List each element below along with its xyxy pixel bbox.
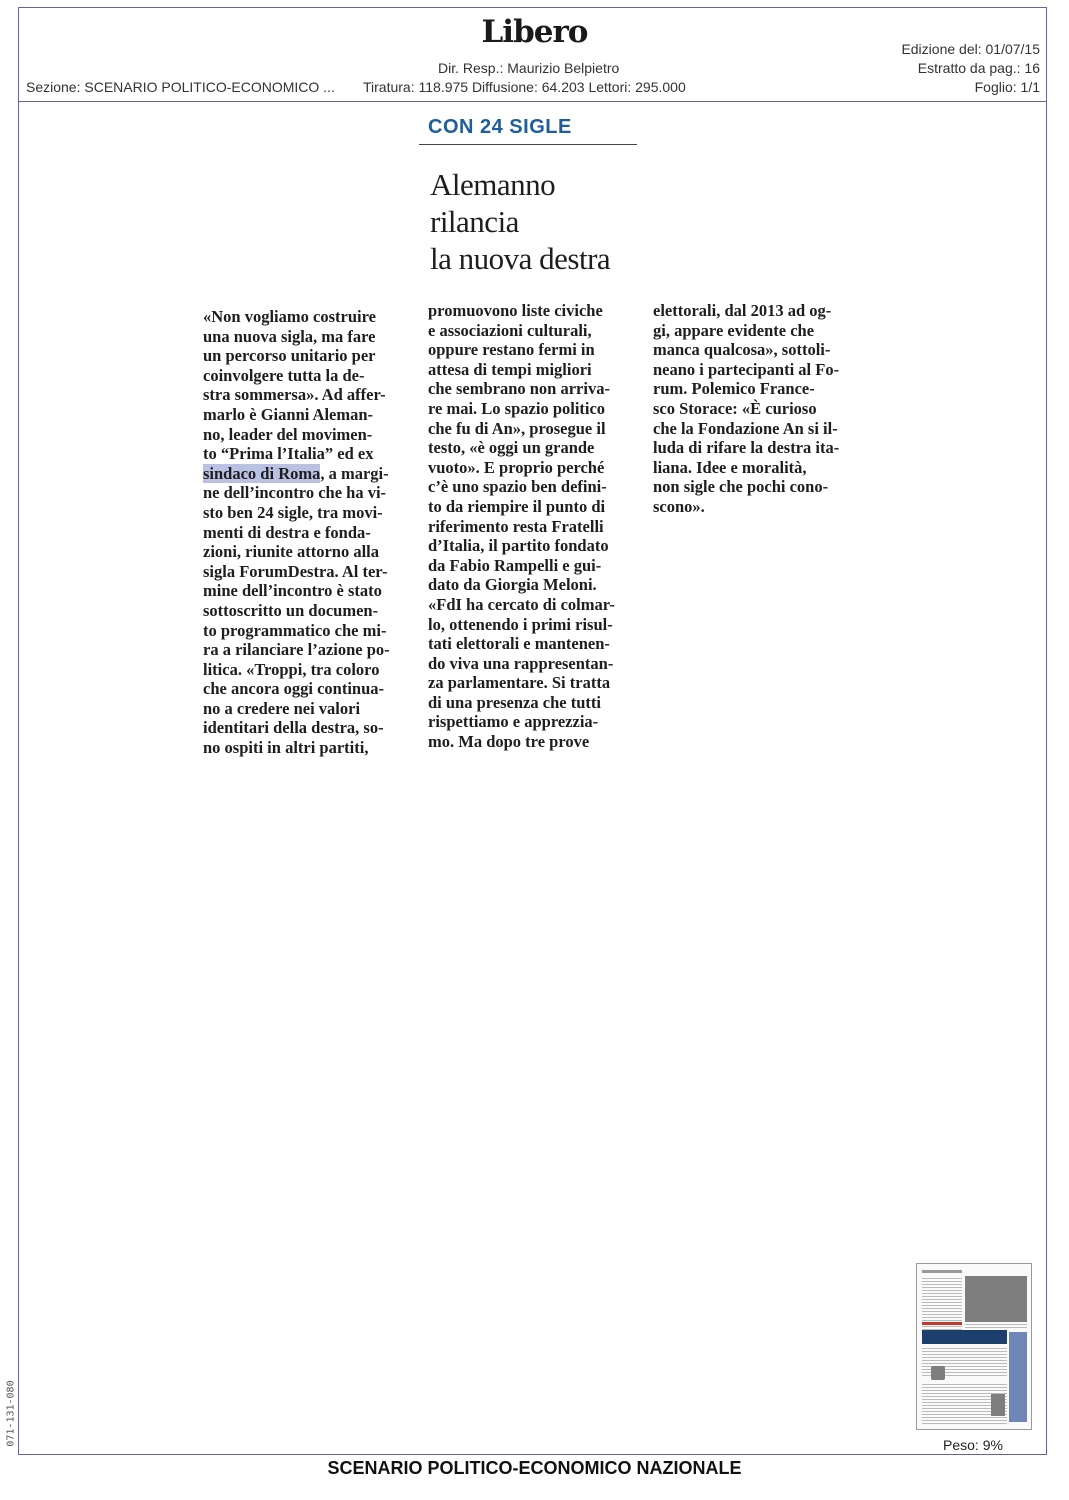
text-line: luda di rifare la destra ita- [653,438,840,458]
text-line: e associazioni culturali, [428,320,592,340]
text-line: sto ben 24 sigle, tra movi- [203,502,383,522]
text-line: no a credere nei valori [203,698,361,718]
text-line: mo. Ma dopo tre prove [428,732,590,752]
article-column-1 [203,307,400,758]
article-column-2 [428,301,624,752]
kicker-underline [419,144,637,145]
footer-section-title: SCENARIO POLITICO-ECONOMICO NAZIONALE [327,1458,742,1478]
text-line: neano i partecipanti al Fo- [653,359,840,379]
header-divider [18,101,1047,102]
edition-date: Edizione del: 01/07/15 [901,41,1040,57]
thumb-sidebar [1009,1332,1027,1422]
text-line: elettorali, dal 2013 ad og- [653,301,832,320]
text-line: d’Italia, il partito fondato [428,536,609,556]
article-kicker: CON 24 SIGLE [428,116,572,138]
text-line: ne dell’incontro che ha vi- [203,483,387,503]
text-line [203,464,400,484]
text-line: to programmatico che mi- [203,620,387,640]
text-line: tati elettorali e mantenen- [428,634,610,654]
text-line: che sembrano non arriva- [428,379,610,399]
text-line: c’è uno spazio ben defini- [428,477,607,497]
text-line: marlo è Gianni Aleman- [203,404,374,424]
text-line: manca qualcosa», sottoli- [653,340,831,360]
text-line: lo, ottenendo i primi risul- [428,614,613,634]
text-line: rum. Polemico France- [653,379,815,399]
text-line: oppure restano fermi in [428,340,595,360]
text-line: che la Fondazione An si il- [653,418,838,438]
circulation-line: Tiratura: 118.975 Diffusione: 64.203 Lettori: 295.000 [363,79,686,95]
sheet-number: Foglio: 1/1 [974,79,1040,95]
text-line: zioni, riunite attorno alla [203,542,379,562]
text-line: re mai. Lo spazio politico [428,398,606,418]
text-line: identitari della destra, so- [203,718,384,738]
text-line: un percorso unitario per [203,346,376,366]
text-line: una nuova sigla, ma fare [203,326,376,346]
text-line: to da riempire il punto di [428,496,606,516]
newspaper-logo: Libero [481,14,588,50]
text-line: sco Storace: «È curioso [653,398,817,418]
text-line: da Fabio Rampelli e gui- [428,555,602,575]
text-line: riferimento resta Fratelli [428,516,604,536]
text-line: mine dell’incontro è stato [203,581,382,601]
text-line: di una presenza che tutti [428,692,601,712]
thumb-portrait [931,1366,945,1380]
weight-label: Peso: 9% [943,1437,1003,1453]
text-line: no, leader del movimen- [203,424,373,444]
article-headline [430,166,670,277]
thumb-portrait [991,1394,1005,1416]
text-fragment: , a margi- [320,463,389,483]
text-line: «Non vogliamo costruire [203,307,376,326]
text-line: che ancora oggi continua- [203,679,385,699]
text-line: attesa di tempi migliori [428,359,592,379]
section-line: Sezione: SCENARIO POLITICO-ECONOMICO ... [26,79,335,95]
highlighted-text[interactable]: sindaco di Roma [203,463,321,483]
text-line: non sigle che pochi cono- [653,477,829,497]
headline-line: rilancia [430,204,519,239]
text-line: testo, «è oggi un grande [428,438,595,458]
text-line: vuoto». E proprio perché [428,457,605,477]
article-column-3 [653,301,850,517]
text-line: no ospiti in altri partiti, [203,738,369,758]
extract-page: Estratto da pag.: 16 [917,60,1040,76]
thumb-headline-bar [922,1330,1007,1344]
text-line: to “Prima l’Italia” ed ex [203,444,374,464]
text-line: ra a rilanciare l’azione po- [203,640,390,660]
text-line: stra sommersa». Ad affer- [203,385,386,405]
text-line: promuovono liste civiche [428,301,603,320]
text-line: coinvolgere tutta la de- [203,365,365,385]
side-code: 071-131-080 [5,1380,17,1447]
text-line: che fu di An», prosegue il [428,418,606,438]
text-line: litica. «Troppi, tra coloro [203,659,380,679]
page-thumbnail[interactable] [916,1263,1032,1430]
text-line: liana. Idee e moralità, [653,457,807,477]
text-line: «FdI ha cercato di colmar- [428,594,615,614]
text-line: gi, appare evidente che [653,320,815,340]
text-line: sottoscritto un documen- [203,600,379,620]
text-line: scono». [653,496,705,516]
text-line: sigla ForumDestra. Al ter- [203,561,388,581]
headline-line: Alemanno [430,167,556,202]
headline-line: la nuova destra [430,241,611,276]
text-line: dato da Giorgia Meloni. [428,575,597,595]
text-line: do viva una rappresentan- [428,653,614,673]
director-line: Dir. Resp.: Maurizio Belpietro [438,60,620,76]
text-line: rispettiamo e apprezzia- [428,712,599,732]
text-line: za parlamentare. Si tratta [428,673,611,693]
thumb-photo [965,1276,1027,1322]
text-line: menti di destra e fonda- [203,522,371,542]
thumb-rule [922,1270,962,1273]
thumb-red-strip [922,1322,962,1325]
